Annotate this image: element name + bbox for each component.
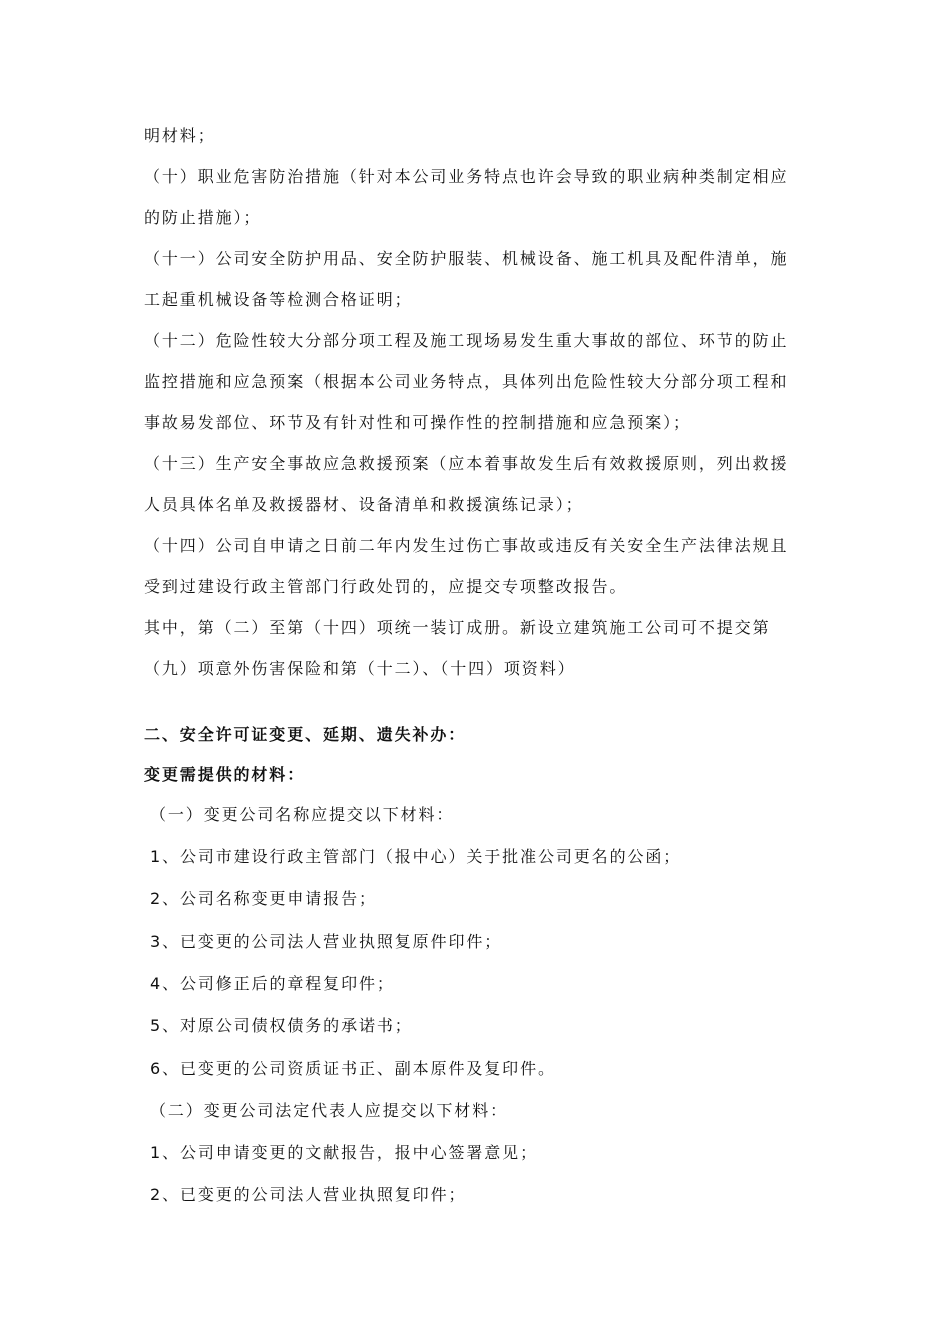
body-line: 事故易发部位、环节及有针对性和可操作性的控制措施和应急预案）； [144, 413, 691, 432]
body-line: 受到过建设行政主管部门行政处罚的，应提交专项整改报告。 [144, 577, 628, 596]
body-line: 的防止措施）； [144, 208, 262, 227]
body-line: 监控措施和应急预案（根据本公司业务特点，具体列出危险性较大分部分项工程和 [144, 372, 789, 391]
body-line: （九）项意外伤害保险和第（十二）、（十四）项资料） [144, 659, 576, 678]
body-line: （十三）生产安全事故应急救援预案（应本着事故发生后有效救援原则，列出救援 [144, 454, 789, 473]
body-line: 明材料； [144, 126, 216, 145]
section-heading: 二、安全许可证变更、延期、遗失补办： [144, 725, 467, 744]
list-item: 6、已变更的公司资质证书正、副本原件及复印件。 [150, 1059, 556, 1078]
list-item: 5、对原公司债权债务的承诺书； [150, 1016, 413, 1035]
list-item: 4、公司修正后的章程复印件； [150, 974, 395, 993]
body-line: （十）职业危害防治措施（针对本公司业务特点也许会导致的职业病种类制定相应 [144, 167, 789, 186]
list-item: 2、公司名称变更申请报告； [150, 889, 377, 908]
body-line: （十二）危险性较大分部分项工程及施工现场易发生重大事故的部位、环节的防止 [144, 331, 789, 350]
list-item: 1、公司市建设行政主管部门（报中心）关于批准公司更名的公函； [150, 847, 682, 866]
body-line: （十四）公司自申请之日前二年内发生过伤亡事故或违反有关安全生产法律法规且 [144, 536, 789, 555]
list-item: 3、已变更的公司法人营业执照复原件印件； [150, 932, 503, 951]
body-line: 其中，第（二）至第（十四）项统一装订成册。新设立建筑施工公司可不提交第 [144, 618, 771, 637]
list-item: 1、公司申请变更的文献报告，报中心签署意见； [150, 1143, 538, 1162]
list-item: （二）变更公司法定代表人应提交以下材料： [150, 1101, 509, 1120]
list-item: 2、已变更的公司法人营业执照复印件； [150, 1185, 467, 1204]
body-line: 工起重机械设备等检测合格证明； [144, 290, 413, 309]
list-item: （一）变更公司名称应提交以下材料： [150, 805, 455, 824]
section-subheading: 变更需提供的材料： [144, 765, 306, 784]
body-line: 人员具体名单及救援器材、设备清单和救援演练记录）； [144, 495, 584, 514]
body-line: （十一）公司安全防护用品、安全防护服装、机械设备、施工机具及配件清单，施 [144, 249, 789, 268]
